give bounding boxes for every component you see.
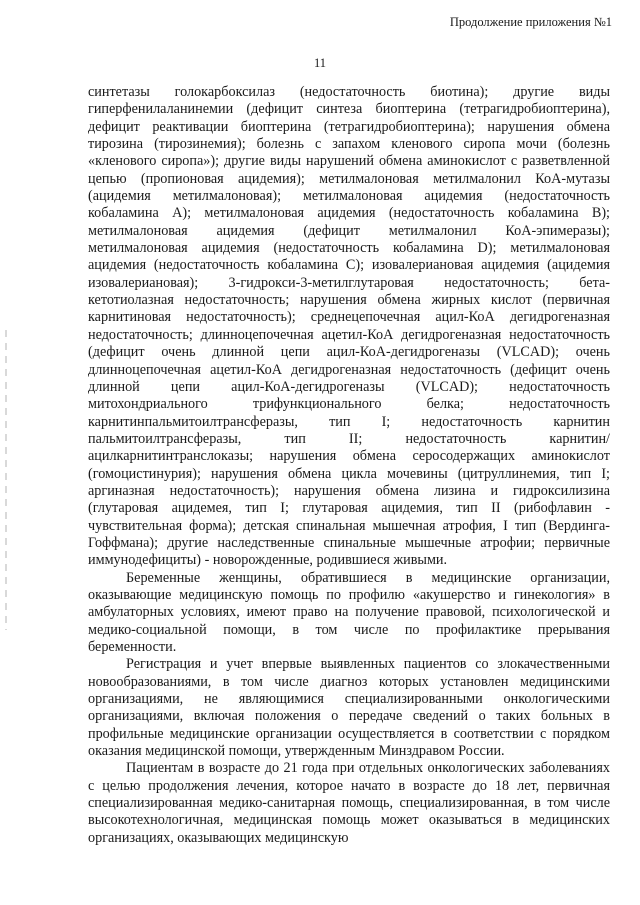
document-body: [88, 84, 610, 847]
paragraph-metabolic-disorders-list: синтетазы голокарбоксилаз (недостаточность биотина); другие виды гиперфенилаланинемии (дефицит синтеза биоптерина (тетрагидробиоптерина), дефицит реактивации биоптерина (тетрагидробиоптерина); нарушения обмена тирозина (тирозинемия); болезнь с запахом кленового сиропа мочи (болезнь «кленового сиропа»); другие виды нарушений обмена аминокислот с разветвленной цепью (пропионовая ацидемия); метилмалоновая метилмалонил КоА-мутазы (ацидемия метилмалоновая); метилмалоновая ацидемия (недостаточность кобаламина А); метилмалоновая ацидемия (недостаточность кобаламина В); метилмалоновая ацидемия (дефицит метилмалонил КоА-эпимеразы); метилмалоновая ацидемия (недостаточность кобаламина D); метилмалоновая ацидемия (недостаточность кобаламина С); изовалериановая ацидемия (ацидемия изовалериановая); 3-гидрокси-3-метилглутаровая недостаточность; бета-кетотиолазная недостаточность; нарушения обмена жирных кислот (первичная карнитиновая недостаточность); среднецепочечная ацил-КоА дегидрогеназная недостаточность; длинноцепочечная ацетил-КоА дегидрогеназная недостаточность (дефицит очень длинной цепи ацил-КоА-дегидрогеназы (VLCAD); очень длинноцепочечная ацетил-КоА дегидрогеназная недостаточность (дефицит очень длинной цепи ацил-КоА-дегидрогеназы (VLCAD); недостаточность митохондриального трифункционального белка; недостаточность карнитинпальмитоилтрансферазы, тип I; недостаточность карнитин пальмитоилтрансферазы, тип II; недостаточность карнитин/ацилкарнитинтранслоказы; нарушения обмена серосодержащих аминокислот (гомоцистинурия); нарушения обмена цикла мочевины (цитруллинемия, тип I; аргиназная недостаточность); нарушения обмена лизина и гидроксилизина (глутаровая ацидемея, тип I; глутаровая ацидемия, тип II (рибофлавин - чувствительная форма); детская спинальная мышечная атрофия, I тип (Вердинга-Гоффмана); другие наследственные спинальные мышечные атрофии; первичные иммунодефициты) - новорожденные, родившиеся живыми.: [88, 84, 610, 569]
paragraph-oncology-registration: Регистрация и учет впервые выявленных пациентов со злокачественными новообразованиями, в том числе диагноз которых установлен медицинскими организациями, не являющимися специализированными онкологическими организациями, включая положения о передаче сведений о таких больных в профильные медицинские организации осуществляется в соответствии с порядком оказания медицинской помощи, утвержденным Минздравом России.: [88, 656, 610, 760]
page-number: 11: [313, 56, 327, 70]
continuation-note: Продолжение приложения №1: [449, 15, 612, 29]
binding-margin-marks: [5, 330, 7, 630]
paragraph-patients-under-21: Пациентам в возрасте до 21 года при отдельных онкологических заболеваниях с целью продолжения лечения, которое начато в возрасте до 18 лет, первичная специализированная медико-санитарная помощь, специализированная, в том числе высокотехнологичная, медицинская помощь может оказываться в медицинских организациях, оказывающих медицинскую: [88, 760, 610, 846]
paragraph-pregnant-women: Беременные женщины, обратившиеся в медицинские организации, оказывающие медицинскую помощь по профилю «акушерство и гинекология» в амбулаторных условиях, имеют право на получение правовой, психологической и медико-социальной помощи, в том числе по профилактике прерывания беременности.: [88, 569, 610, 655]
